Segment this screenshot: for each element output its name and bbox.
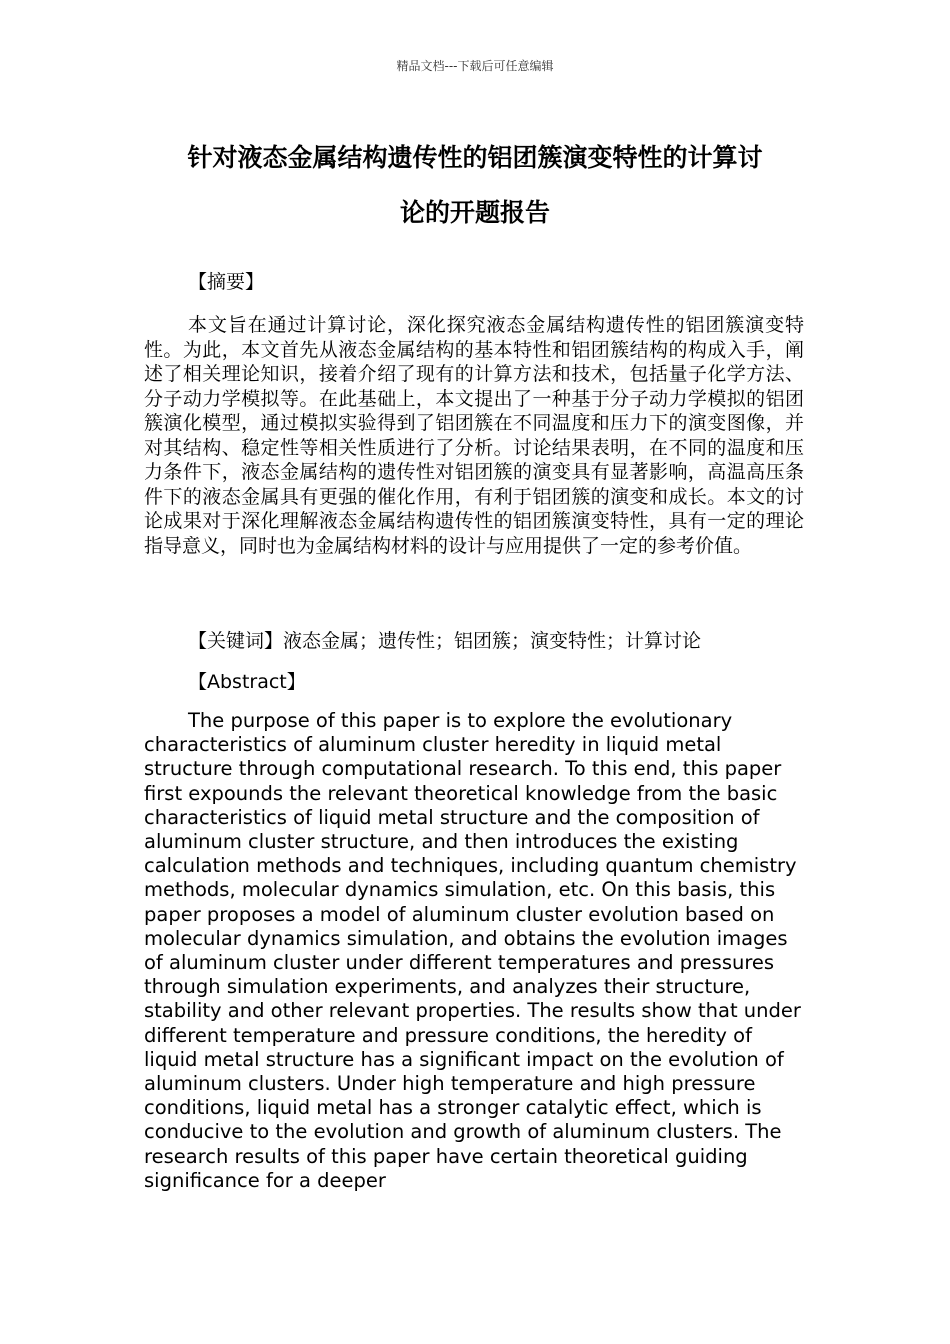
abstract-cn-heading: 【摘要】 — [188, 271, 265, 293]
header-note: 精品文档---下载后可任意编辑 — [396, 59, 554, 73]
title-line-1: 针对液态金属结构遗传性的铝团簇演变特性的计算讨 — [187, 143, 763, 172]
abstract-cn-body: 本文旨在通过计算讨论，深化探究液态金属结构遗传性的铝团簇演变特性。为此，本文首先从液态金属结构的基本特性和铝团簇结构的构成入手，阐述了相关理论知识，接着介绍了现有的计算方法和技术，包括量子化学方法、分子动力学模拟等。在此基础上，本文提出了一种基于分子动力学模拟的铝团簇演化模型，通过模拟实验得到了铝团簇在不同温度和压力下的演变图像，并对其结构、稳定性等相关性质进行了分析。讨论结果表明，在不同的温度和压力条件下，液态金属结构的遗传性对铝团簇的演变具有显著影响，高温高压条件下的液态金属具有更强的催化作用，有利于铝团簇的演变和成长。本文的讨论成果对于深化理解液态金属结构遗传性的铝团簇演变特性，具有一定的理论指导意义，同时也为金属结构材料的设计与应用提供了一定的参考价值。 — [144, 314, 804, 557]
keywords-line: 【关键词】液态金属；遗传性；铝团簇；演变特性；计算讨论 — [188, 630, 702, 652]
abstract-en-body: The purpose of this paper is to explore the evolutionary characteristics of aluminum cluster heredity in liquid metal structure through computational research. To this end, this paper first expounds the relevant theoretical knowledge from the basic characteristics of liquid metal structure and the composition of aluminum cluster structure, and then introduces the existing calculation methods and techniques, including quantum chemistry methods, molecular dynamics simulation, etc. On this basis, this paper proposes a model of aluminum cluster evolution based on molecular dynamics simulation, and obtains the evolution images of aluminum cluster under different temperatures and pressures through simulation experiments, and analyzes their structure, stability and other relevant properties. The results show that under different temperature and pressure conditions, the heredity of liquid metal structure has a significant impact on the evolution of aluminum clusters. Under high temperature and high pressure conditions, liquid metal has a stronger catalytic effect, which is conducive to the evolution and growth of aluminum clusters. The research results of this paper have certain theoretical guiding significance for a deeper — [144, 709, 801, 1192]
title-line-2: 论的开题报告 — [399, 198, 550, 227]
document-title — [140, 130, 810, 240]
abstract-en-heading: 【Abstract】 — [188, 671, 306, 693]
